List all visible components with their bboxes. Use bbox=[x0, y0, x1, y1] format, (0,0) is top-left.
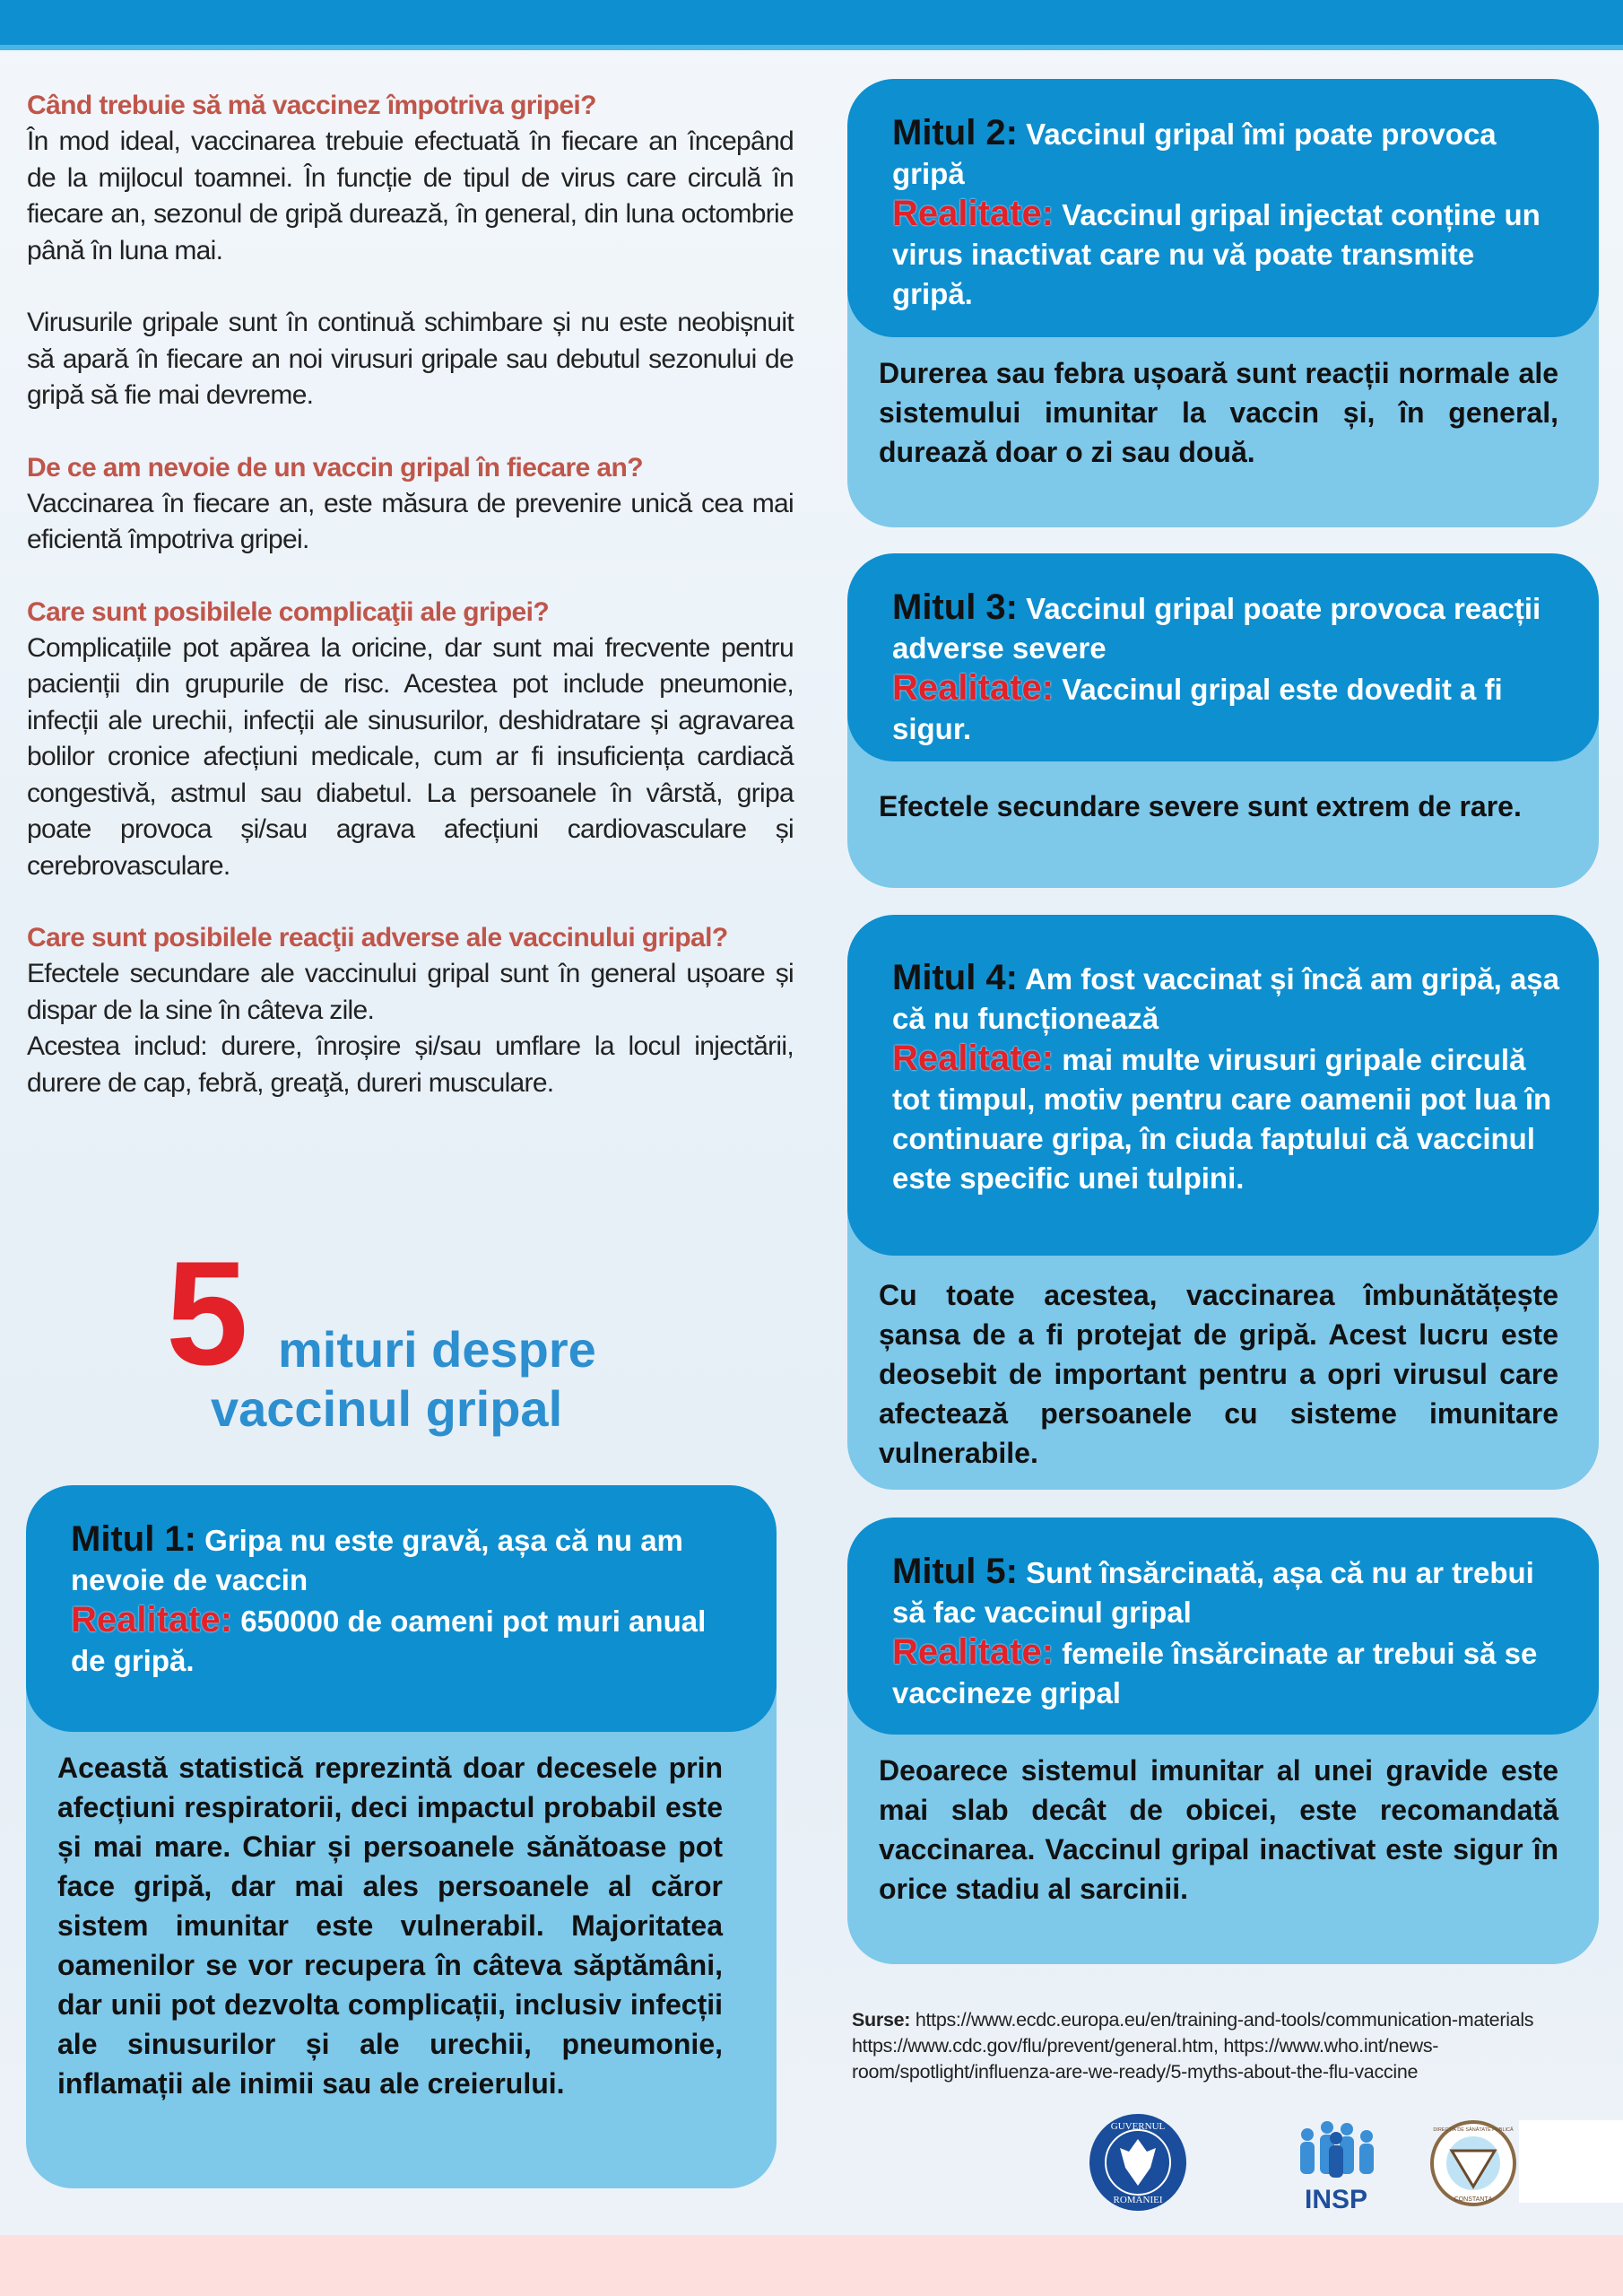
five-myths-title bbox=[166, 1231, 668, 1444]
myth-explanation: Durerea sau febra ușoară sunt reacții normale ale sistemului imunitar la vaccin și, în general, durează doar o zi sau două. bbox=[879, 357, 1558, 468]
myth-label: Mitul 1: bbox=[71, 1519, 196, 1559]
myth-text: Sunt însărcinată, așa că nu ar trebui să fac vaccinul gripal bbox=[892, 1556, 1534, 1629]
myth-explanation: Această statistică reprezintă doar decesele prin afecțiuni respiratorii, deci impactul probabil este și mai mare. Chiar și persoanele sănătoase pot face gripă, dar mai ales persoanele al căror sistem imunitar este vulnerabil. Majoritatea oamenilor se vor recupera în câteva săptămâni, dar unii pot dezvolta complicații, inclusiv infecții ale sinusurilor și ale urechii, pneumonie, inflamații ale inimii sau ale creierului. bbox=[57, 1752, 723, 2100]
faq-heading: De ce am nevoie de un vaccin gripal în fiecare an? bbox=[27, 452, 643, 483]
myth-explanation: Deoarece sistemul imunitar al unei gravide este mai slab decât de obicei, este recomandată vaccinarea. Vaccinul gripal inactivat este sigur în orice stadiu al sarcinii. bbox=[879, 1754, 1558, 1905]
myth-label: Mitul 3: bbox=[892, 587, 1018, 627]
myth-label: Mitul 2: bbox=[892, 113, 1018, 152]
dsp-logo-bottom-text: CONSTANȚA bbox=[1454, 2196, 1493, 2203]
faq-section bbox=[27, 450, 794, 559]
faq-section bbox=[27, 920, 794, 1101]
faq-paragraph: În mod ideal, vaccinarea trebuie efectuată în fiecare an începând de la mijlocul toamnei. În funcție de tipul de virus care circulă în fiecare an, sezonul de gripă durează, în general, din luna octombrie până în luna mai. bbox=[27, 126, 794, 265]
reality-text: femeile însărcinate ar trebui să se vaccineze gripal bbox=[892, 1637, 1538, 1709]
insp-logo-text: INSP bbox=[1304, 2185, 1368, 2212]
reality-text: 650000 de oameni pot muri anual de gripă. bbox=[71, 1605, 707, 1677]
reality-text: Vaccinul gripal este dovedit a fi sigur. bbox=[892, 673, 1503, 745]
faq-section bbox=[27, 595, 794, 885]
myth-card-5 bbox=[847, 1518, 1599, 1964]
myth-header bbox=[847, 553, 1599, 761]
reality-label: Realitate: bbox=[71, 1600, 233, 1639]
sources-label: Surse: bbox=[852, 2009, 911, 2031]
myth-label: Mitul 4: bbox=[892, 958, 1018, 997]
blank-logo-area bbox=[1519, 2120, 1623, 2203]
romanian-government-logo bbox=[1088, 2112, 1188, 2213]
reality-label: Realitate: bbox=[892, 1039, 1055, 1078]
gov-logo-top-text: GUVERNUL bbox=[1110, 2121, 1166, 2132]
faq-column bbox=[27, 88, 794, 1137]
faq-section bbox=[27, 88, 794, 414]
myth-card-3 bbox=[847, 553, 1599, 888]
faq-heading: Care sunt posibilele complicaţii ale gripei? bbox=[27, 596, 550, 627]
faq-paragraph: Complicațiile pot apărea la oricine, dar sunt mai frecvente pentru pacienții din grupurile de risc. Acestea pot include pneumonie, infecții ale urechii, infecții ale sinusurilor, deshidratare și agravarea bolilor cronice afecțiuni medicale, cum ar fi insuficiența cardiacă congestivă, astmul sau diabetul. La persoanele în vârstă, gripa poate provoca și/sau agrava afecțiuni cardiovasculare și cerebrovasculare. bbox=[27, 632, 794, 881]
faq-heading: Când trebuie să mă vaccinez împotriva gripei? bbox=[27, 91, 596, 120]
faq-paragraph: Virusurile gripale sunt în continuă schimbare și nu este neobișnuit să apară în fiecare an noi virusuri gripale sau debutul sezonului de gripă să fie mai devreme. bbox=[27, 308, 794, 410]
sources bbox=[852, 2007, 1614, 2085]
myth-card-2 bbox=[847, 79, 1599, 527]
myth-header bbox=[847, 915, 1599, 1256]
title-line-2: vaccinul gripal bbox=[211, 1380, 563, 1437]
reality-label: Realitate: bbox=[892, 668, 1055, 708]
reality-label: Realitate: bbox=[892, 1632, 1055, 1672]
myth-header bbox=[847, 1518, 1599, 1735]
dsp-logo-top-text: DIRECȚIA DE SĂNĂTATE PUBLICĂ bbox=[1433, 2127, 1514, 2133]
dsp-constanta-logo bbox=[1430, 2118, 1516, 2208]
myth-card-1 bbox=[26, 1485, 777, 2188]
title-line-1: mituri despre bbox=[278, 1321, 596, 1378]
faq-paragraph: Acestea includ: durere, înroșire și/sau umflare la locul injectării, durere de cap, febră, greaţă, dureri musculare. bbox=[27, 1031, 794, 1098]
reality-label: Realitate: bbox=[892, 194, 1055, 233]
myth-card-4 bbox=[847, 915, 1599, 1490]
myth-explanation: Cu toate acestea, vaccinarea îmbunătățește șansa de a fi protejat de gripă. Acest lucru este deosebit de important pentru a opri virusul care afectează persoanele cu sisteme imunitare vulnerabile. bbox=[879, 1279, 1558, 1469]
myth-header bbox=[26, 1485, 777, 1732]
faq-paragraph: Efectele secundare ale vaccinului gripal sunt în general ușoare și dispar de la sine în câteva zile. bbox=[27, 959, 794, 1025]
sources-text: https://www.ecdc.europa.eu/en/training-and-tools/communication-materials https://www.cdc.gov/flu/prevent/general.htm, https://www.who.int/news-room/spotlight/influenza-are-we-ready/5-myths-about-the-flu-vaccine bbox=[852, 2009, 1534, 2083]
myth-header bbox=[847, 79, 1599, 337]
bottom-band bbox=[0, 2235, 1623, 2296]
myth-text: Gripa nu este gravă, așa că nu am nevoie de vaccin bbox=[71, 1524, 683, 1596]
myth-explanation: Efectele secundare severe sunt extrem de rare. bbox=[879, 790, 1522, 822]
myth-text: Am fost vaccinat și încă am gripă, așa că nu funcționează bbox=[892, 962, 1560, 1035]
myth-text: Vaccinul gripal îmi poate provoca gripă bbox=[892, 117, 1497, 190]
myth-text: Vaccinul gripal poate provoca reacții adverse severe bbox=[892, 592, 1541, 665]
top-banner bbox=[0, 0, 1623, 50]
gov-logo-bottom-text: ROMÂNIEI bbox=[1113, 2195, 1163, 2205]
insp-logo bbox=[1289, 2115, 1383, 2212]
reality-text: mai multe virusuri gripale circulă tot timpul, motiv pentru care oamenii pot lua în continuare gripa, în ciuda faptului că vaccinul este specific unei tulpini. bbox=[892, 1043, 1552, 1195]
faq-paragraph: Vaccinarea în fiecare an, este măsura de prevenire unică cea mai eficientă împotriva gripei. bbox=[27, 488, 794, 554]
faq-heading: Care sunt posibilele reacţii adverse ale vaccinului gripal? bbox=[27, 923, 728, 952]
myth-label: Mitul 5: bbox=[892, 1552, 1018, 1591]
title-number: 5 bbox=[166, 1231, 245, 1396]
reality-text: Vaccinul gripal injectat conține un virus inactivat care nu vă poate transmite gripă. bbox=[892, 198, 1541, 310]
